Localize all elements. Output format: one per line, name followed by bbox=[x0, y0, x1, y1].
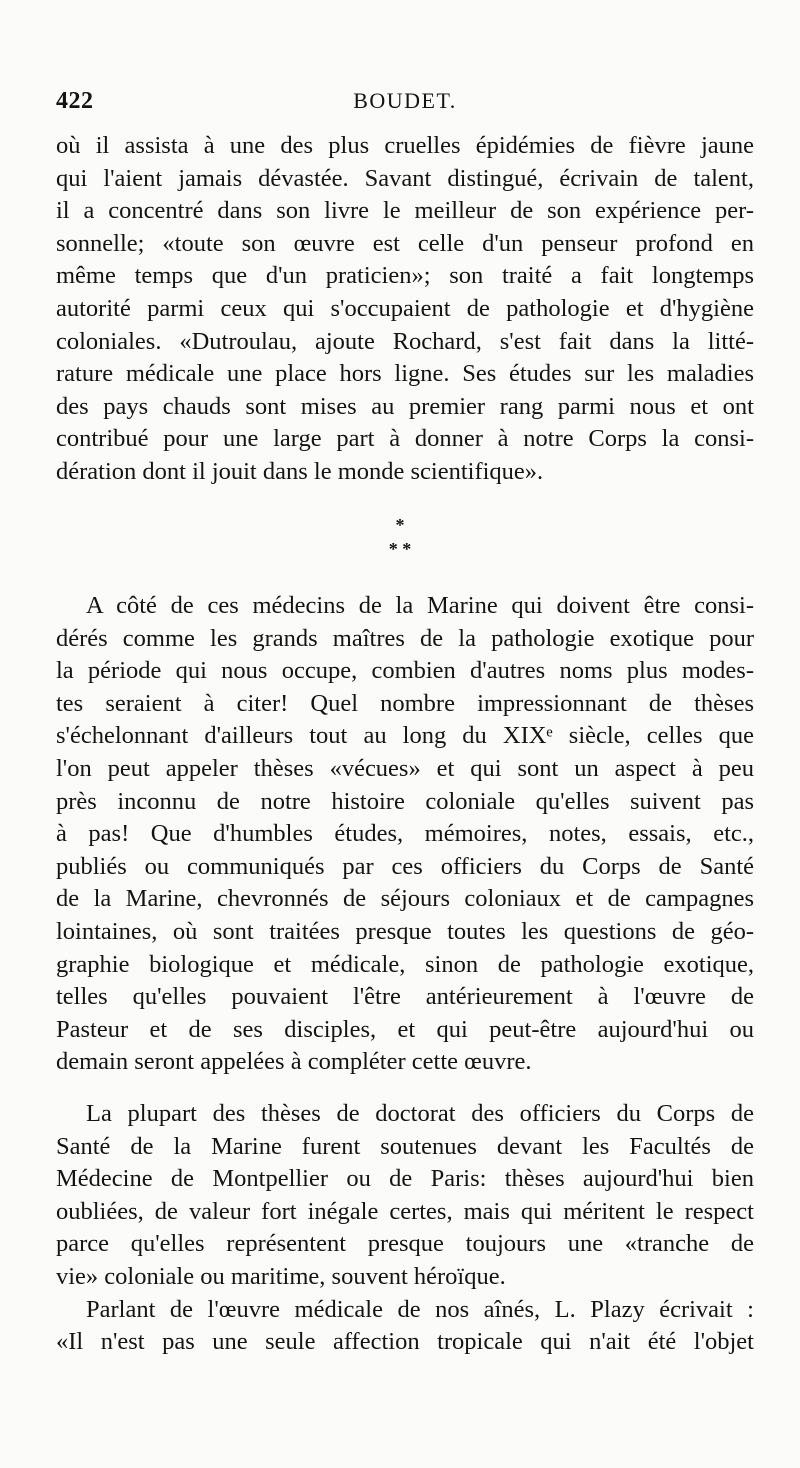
text-line: il a concentré dans son livre le meilleur de son expérience per- bbox=[56, 197, 754, 225]
text-line: vie» coloniale ou maritime, souvent héroïque. bbox=[56, 1262, 506, 1290]
text-line: Parlant de l'œuvre médicale de nos aînés, L. Plazy écrivait : bbox=[86, 1295, 754, 1323]
paragraph bbox=[56, 1098, 754, 1359]
paragraph-continuation bbox=[56, 130, 754, 489]
text-line: Pasteur et de ses disciples, et qui peut-être aujourd'hui ou bbox=[56, 1015, 754, 1043]
text-line: publiés ou communiqués par ces officiers du Corps de Santé bbox=[56, 852, 754, 880]
text-line: même temps que d'un praticien»; son traité a fait longtemps bbox=[56, 262, 754, 290]
text-line: lointaines, où sont traitées presque toutes les questions de géo- bbox=[56, 917, 754, 945]
text-line: A côté de ces médecins de la Marine qui doivent être consi- bbox=[86, 592, 754, 619]
text-line: s'échelonnant d'ailleurs tout au long du XIXᵉ siècle, celles que bbox=[56, 722, 754, 750]
text-line: où il assista à une des plus cruelles épidémies de fièvre jaune bbox=[56, 132, 754, 159]
text-line: près inconnu de notre histoire coloniale qu'elles suivent pas bbox=[56, 787, 754, 815]
text-line: coloniales. «Dutroulau, ajoute Rochard, s'est fait dans la litté- bbox=[56, 327, 754, 355]
text-line: sonnelle; «toute son œuvre est celle d'un penseur profond en bbox=[56, 229, 754, 257]
text-line: graphie biologique et médicale, sinon de pathologie exotique, bbox=[56, 950, 754, 978]
text-line: Médecine de Montpellier ou de Paris: thèses aujourd'hui bien bbox=[56, 1165, 754, 1193]
text-line: rature médicale une place hors ligne. Ses études sur les maladies bbox=[56, 360, 754, 388]
text-line: dérés comme les grands maîtres de la pathologie exotique pour bbox=[56, 624, 754, 652]
text-line: des pays chauds sont mises au premier rang parmi nous et ont bbox=[56, 392, 754, 420]
text-line: autorité parmi ceux qui s'occupaient de pathologie et d'hygiène bbox=[56, 294, 754, 322]
page-number: 422 bbox=[56, 88, 94, 114]
text-line: de la Marine, chevronnés de séjours coloniaux et de campagnes bbox=[56, 885, 754, 913]
text-line: l'on peut appeler thèses «vécues» et qui sont un aspect à peu bbox=[56, 754, 754, 782]
text-line: qui l'aient jamais dévastée. Savant distingué, écrivain de talent, bbox=[56, 164, 754, 192]
text-line: la période qui nous occupe, combien d'autres noms plus modes- bbox=[56, 657, 754, 685]
text-line: telles qu'elles pouvaient l'être antérieurement à l'œuvre de bbox=[56, 983, 754, 1011]
running-head: BOUDET. bbox=[353, 88, 457, 113]
text-line: dération dont il jouit dans le monde scientifique». bbox=[56, 457, 544, 485]
text-line: à pas! Que d'humbles études, mémoires, notes, essais, etc., bbox=[56, 820, 754, 848]
text-line: oubliées, de valeur fort inégale certes, mais qui méritent le respect bbox=[56, 1197, 754, 1225]
text-line: «Il n'est pas une seule affection tropicale qui n'ait été l'objet bbox=[56, 1328, 754, 1356]
paragraph bbox=[56, 590, 754, 1079]
text-line: La plupart des thèses de doctorat des officiers du Corps de bbox=[86, 1100, 754, 1127]
asterism-bottom: * * bbox=[388, 539, 412, 559]
asterism-top: * bbox=[395, 515, 405, 535]
text-line: tes seraient à citer! Quel nombre impressionnant de thèses bbox=[56, 689, 754, 717]
text-line: parce qu'elles représentent presque toujours une «tranche de bbox=[56, 1230, 754, 1258]
text-line: demain seront appelées à compléter cette œuvre. bbox=[56, 1048, 532, 1076]
text-line: Santé de la Marine furent soutenues devant les Facultés de bbox=[56, 1132, 754, 1160]
text-line: contribué pour une large part à donner à notre Corps la consi- bbox=[56, 425, 754, 453]
page-header bbox=[56, 88, 754, 122]
